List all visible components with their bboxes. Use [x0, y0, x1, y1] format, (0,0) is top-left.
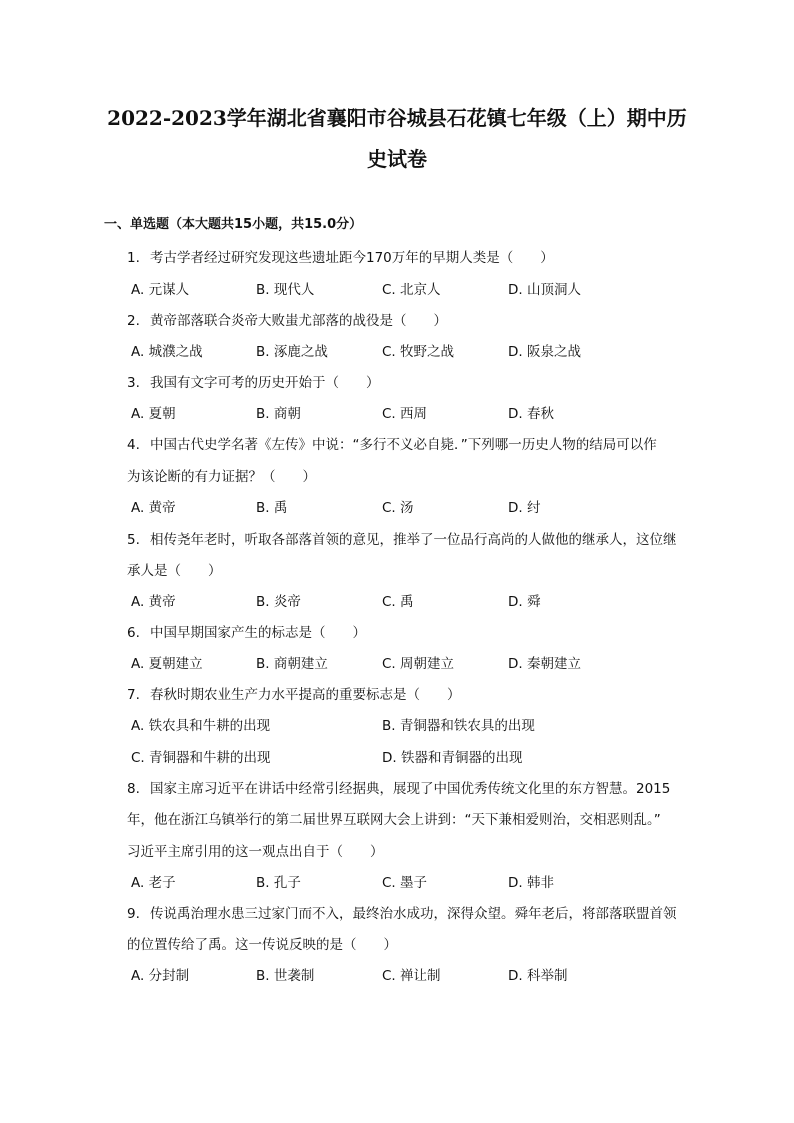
- question-6-option-a: A. 夏朝建立: [131, 656, 203, 672]
- question-4-option-c: C. 汤: [382, 500, 414, 516]
- question-number: 4.: [127, 437, 140, 453]
- question-5-line-1: 相传尧年老时，听取各部落首领的意见，推举了一位品行高尚的人做他的继承人，这位继: [150, 532, 677, 548]
- question-6-option-b: B. 商朝建立: [256, 656, 328, 672]
- exam-title-line-2: 史试卷: [367, 147, 427, 171]
- question-2-option-b: B. 涿鹿之战: [256, 344, 328, 360]
- question-1-option-d: D. 山顶洞人: [508, 282, 581, 298]
- question-9-line-2: 的位置传给了禹。这一传说反映的是（ ）: [127, 937, 397, 953]
- question-7-option-c: C. 青铜器和牛耕的出现: [131, 750, 271, 766]
- question-1-option-a: A. 元谋人: [131, 282, 190, 298]
- question-7-option-a: A. 铁农具和牛耕的出现: [131, 718, 271, 734]
- question-6-option-c: C. 周朝建立: [382, 656, 455, 672]
- question-8-option-b: B. 孔子: [256, 875, 301, 891]
- question-9-option-c: C. 禅让制: [382, 968, 441, 984]
- question-2-line-1: 黄帝部落联合炎帝大败蚩尤部落的战役是（ ）: [150, 313, 447, 329]
- question-5-option-c: C. 禹: [382, 594, 414, 610]
- question-number: 8.: [127, 781, 140, 797]
- question-number: 3.: [127, 375, 140, 391]
- question-7-option-d: D. 铁器和青铜器的出现: [382, 750, 523, 766]
- question-3-line-1: 我国有文字可考的历史开始于（ ）: [150, 375, 380, 391]
- question-3-option-b: B. 商朝: [256, 406, 301, 422]
- question-9-line-1: 传说禹治理水患三过家门而不入，最终治水成功，深得众望。舜年老后，将部落联盟首领: [150, 906, 677, 922]
- question-9-option-a: A. 分封制: [131, 968, 190, 984]
- question-8-option-a: A. 老子: [131, 875, 176, 891]
- question-3-option-a: A. 夏朝: [131, 406, 176, 422]
- question-8-line-2: 年，他在浙江乌镇举行的第二届世界互联网大会上讲到：“天下兼相爱则治，交相恶则乱。”: [127, 812, 661, 828]
- question-3-option-d: D. 春秋: [508, 406, 554, 422]
- question-5-option-a: A. 黄帝: [131, 594, 176, 610]
- question-9-option-d: D. 科举制: [508, 968, 568, 984]
- question-7-option-b: B. 青铜器和铁农具的出现: [382, 718, 535, 734]
- question-6-option-d: D. 秦朝建立: [508, 656, 581, 672]
- question-number: 1.: [127, 250, 140, 266]
- exam-title-line-1: 2022-2023学年湖北省襄阳市谷城县石花镇七年级（上）期中历: [107, 106, 687, 130]
- section-heading: 一、单选题（本大题共15小题，共15.0分）: [104, 217, 363, 232]
- question-number: 6.: [127, 625, 140, 641]
- question-6-line-1: 中国早期国家产生的标志是（ ）: [150, 625, 366, 641]
- question-4-option-d: D. 纣: [508, 500, 541, 516]
- question-1-line-1: 考古学者经过研究发现这些遗址距今170万年的早期人类是（ ）: [150, 250, 554, 266]
- question-4-option-b: B. 禹: [256, 500, 288, 516]
- question-number: 2.: [127, 313, 140, 329]
- question-1-option-b: B. 现代人: [256, 282, 315, 298]
- question-2-option-d: D. 阪泉之战: [508, 344, 581, 360]
- question-number: 5.: [127, 532, 140, 548]
- question-8-line-3: 习近平主席引用的这一观点出自于（ ）: [127, 844, 384, 860]
- question-5-line-2: 承人是（ ）: [127, 563, 222, 579]
- question-2-option-c: C. 牧野之战: [382, 344, 455, 360]
- question-4-line-2: 为该论断的有力证据？（ ）: [127, 469, 316, 485]
- question-4-option-a: A. 黄帝: [131, 500, 176, 516]
- question-number: 7.: [127, 687, 140, 703]
- question-5-option-b: B. 炎帝: [256, 594, 301, 610]
- question-2-option-a: A. 城濮之战: [131, 344, 203, 360]
- question-5-option-d: D. 舜: [508, 594, 541, 610]
- question-8-option-c: C. 墨子: [382, 875, 428, 891]
- question-4-line-1: 中国古代史学名著《左传》中说：“多行不义必自毙．”下列哪一历史人物的结局可以作: [150, 437, 657, 453]
- question-3-option-c: C. 西周: [382, 406, 428, 422]
- question-number: 9.: [127, 906, 140, 922]
- question-8-option-d: D. 韩非: [508, 875, 554, 891]
- question-8-line-1: 国家主席习近平在讲话中经常引经据典，展现了中国优秀传统文化里的东方智慧。2015: [150, 781, 671, 797]
- question-1-option-c: C. 北京人: [382, 282, 441, 298]
- question-7-line-1: 春秋时期农业生产力水平提高的重要标志是（ ）: [150, 687, 461, 703]
- question-9-option-b: B. 世袭制: [256, 968, 315, 984]
